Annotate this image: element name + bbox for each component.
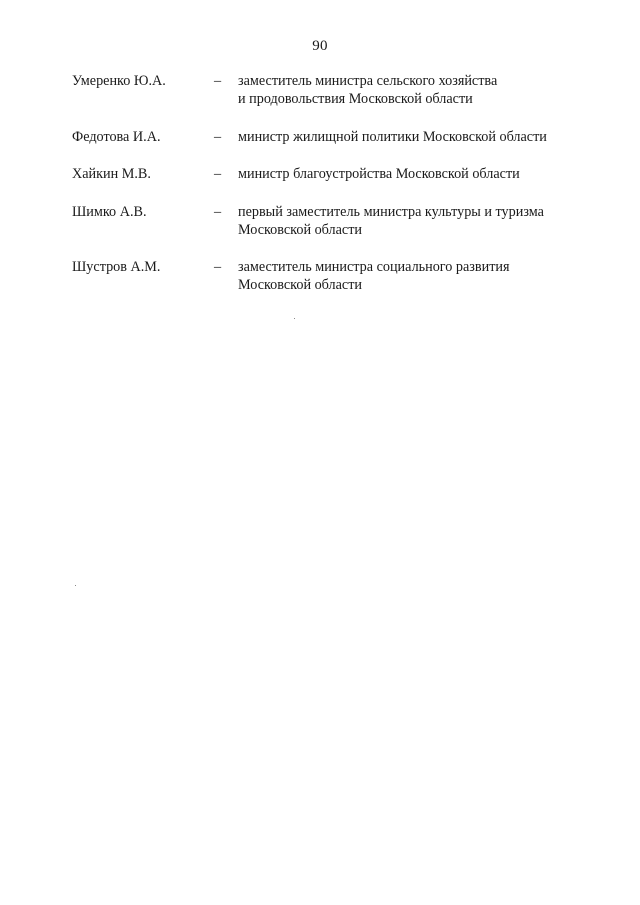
dash-separator: – <box>214 73 222 89</box>
scan-speck <box>75 585 76 586</box>
list-item <box>72 128 592 146</box>
page-number: 90 <box>312 38 328 54</box>
list-item <box>72 258 592 294</box>
dash-separator: – <box>214 166 222 182</box>
dash-separator: – <box>214 204 222 220</box>
member-name: Шимко А.В. <box>72 204 147 220</box>
list-item <box>72 165 592 183</box>
list-item <box>72 203 592 239</box>
member-role: министр благоустройства Московской области <box>238 166 520 182</box>
list-item <box>72 72 592 108</box>
member-name: Шустров А.М. <box>72 259 161 275</box>
member-role: заместитель министра социального развития Московской области <box>238 259 510 293</box>
member-role: первый заместитель министра культуры и туризма Московской области <box>238 204 544 238</box>
dash-separator: – <box>214 259 222 275</box>
member-name: Федотова И.А. <box>72 129 161 145</box>
member-name: Умеренко Ю.А. <box>72 73 166 89</box>
member-name: Хайкин М.В. <box>72 166 151 182</box>
dash-separator: – <box>214 129 222 145</box>
member-role: министр жилищной политики Московской области <box>238 129 547 145</box>
member-list <box>72 72 592 294</box>
scan-speck <box>294 318 295 319</box>
member-role: заместитель министра сельского хозяйства и продовольствия Московской области <box>238 73 498 107</box>
